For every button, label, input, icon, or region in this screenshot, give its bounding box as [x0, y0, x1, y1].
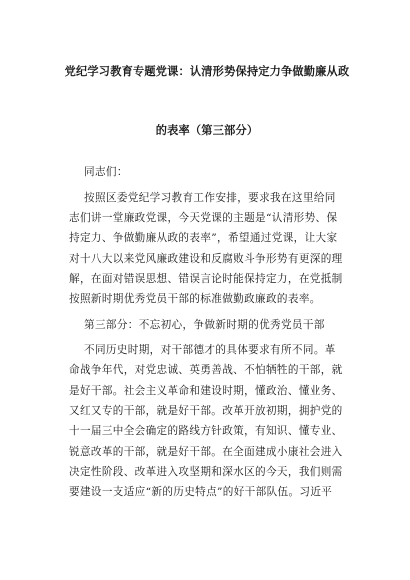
document-title-line-2: 的表率（第三部分） — [155, 123, 259, 137]
body-line-10: 是好干部。社会主义革命和建设时期，懂政治、懂业务、 — [69, 385, 343, 397]
body-line-9: 命战争年代，对党忠诚、英勇善战、不怕牺牲的干部，就 — [69, 364, 343, 376]
body-line-5: 解，在面对错误思想、错误言论时能保持定力，在党抵制 — [69, 273, 343, 285]
body-line-6: 按照新时期优秀党员干部的标准做勤政廉政的表率。 — [69, 293, 321, 305]
body-line-13: 锐意改革的干部，就是好干部。在全面建成小康社会进入 — [69, 446, 343, 458]
body-line-14: 决定性阶段、改革进入攻坚期和深水区的今天，我们则需 — [69, 466, 343, 478]
body-line-11: 又红又专的干部，就是好干部。改革开放初期，拥护党的 — [69, 405, 343, 417]
salutation: 同志们： — [84, 166, 128, 178]
body-line-2: 志们讲一堂廉政党课，今天党课的主题是“认清形势、保 — [69, 212, 338, 224]
document-title-line-1: 党纪学习教育专题党课：认清形势保持定力争做勤廉从政 — [64, 64, 350, 78]
body-line-12: 十一届三中全会确定的路线方针政策，有知识、懂专业、 — [69, 425, 343, 437]
body-line-15: 要建设一支适应“新的历史特点”的好干部队伍。习近平 — [69, 486, 333, 498]
body-line-1: 按照区委党纪学习教育工作安排，要求我在这里给同 — [84, 192, 336, 204]
section-heading: 第三部分：不忘初心，争做新时期的优秀党员干部 — [84, 319, 325, 331]
body-line-4: 对十八大以来党风廉政建设和反腐败斗争形势有更深的理 — [69, 253, 343, 265]
body-line-8: 不同历史时期，对干部德才的具体要求有所不同。革 — [84, 344, 336, 356]
body-line-3: 持定力、争做勤廉从政的表率”，希望通过党课，让大家 — [69, 232, 338, 244]
